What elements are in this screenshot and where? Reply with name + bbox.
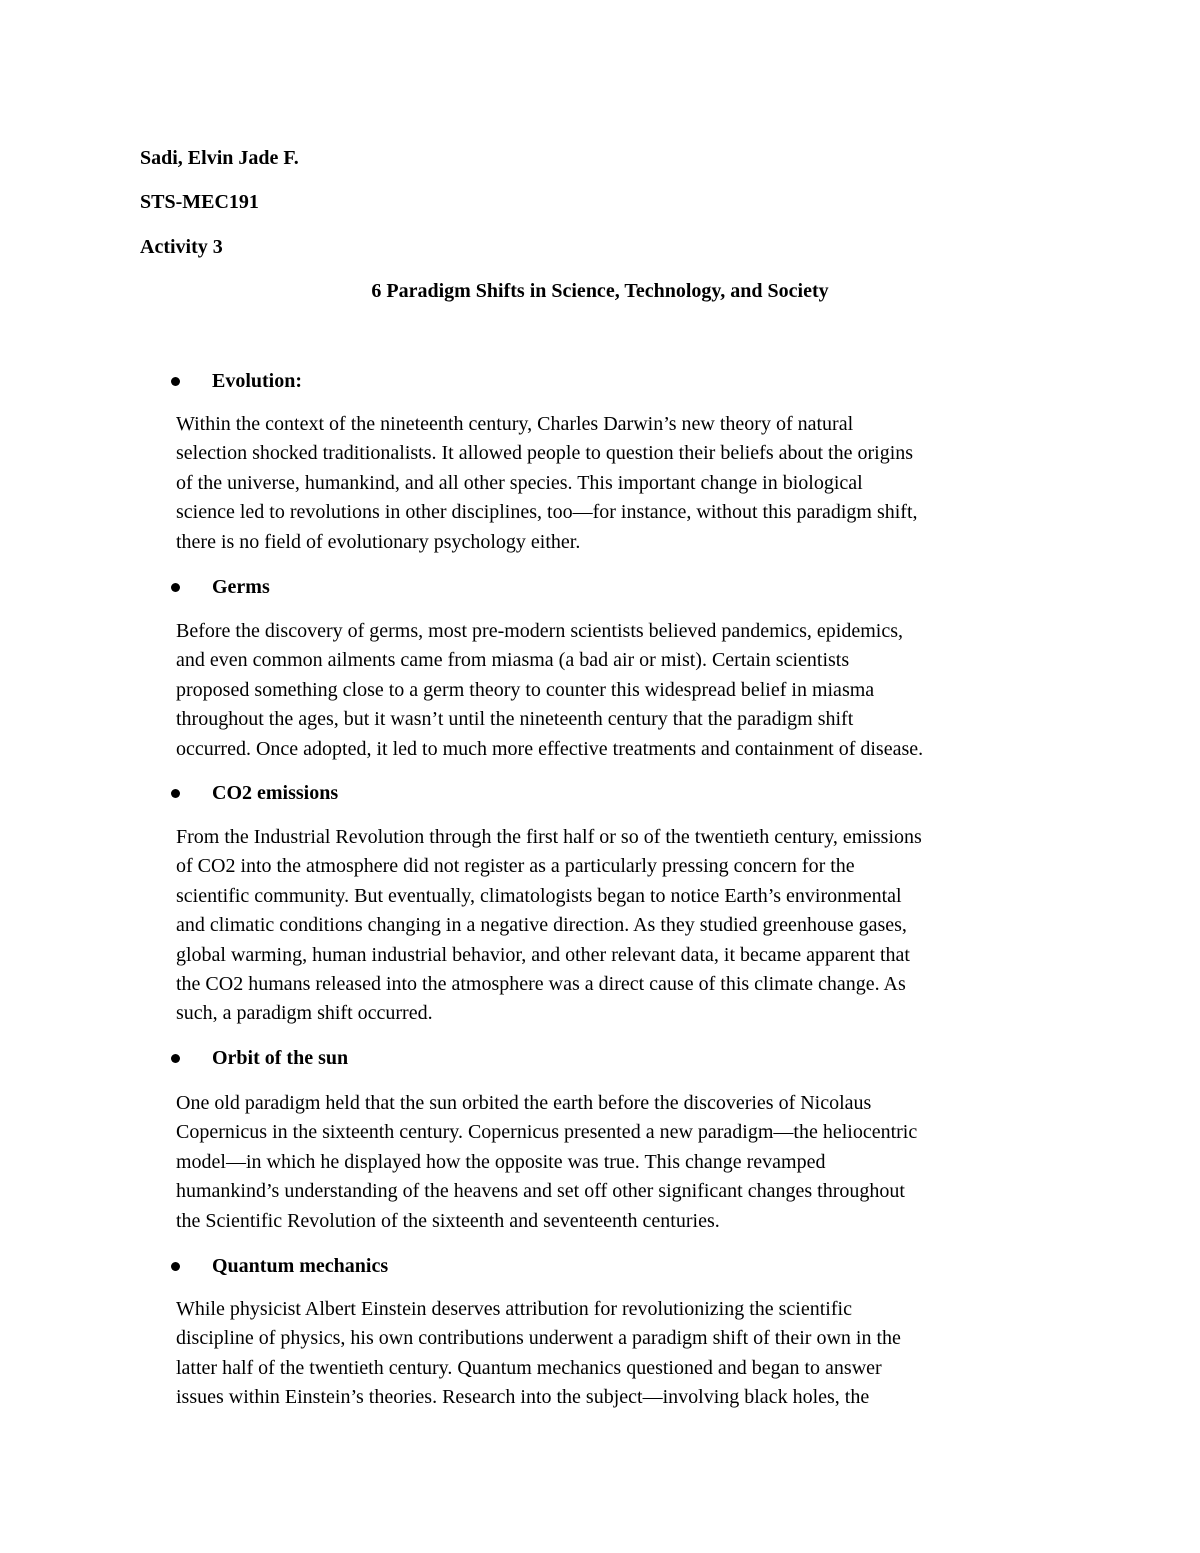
section-paragraph-co2-emissions — [176, 823, 1076, 1029]
paragraph-line: occurred. Once adopted, it led to much more effective treatments and containment of disease. — [176, 737, 924, 760]
course-code: STS-MEC191 — [140, 191, 259, 213]
paragraph-line: Copernicus in the sixteenth century. Copernicus presented a new paradigm—the heliocentric — [176, 1121, 918, 1144]
paragraph-line: One old paradigm held that the sun orbited the earth before the discoveries of Nicolaus — [176, 1092, 872, 1114]
section-heading-text: CO2 emissions — [212, 782, 339, 804]
paragraph-line: throughout the ages, but it wasn’t until the nineteenth century that the paradigm shift — [176, 708, 854, 731]
paragraph-line: such, a paradigm shift occurred. — [176, 1002, 433, 1025]
section-paragraph-evolution — [176, 410, 1076, 557]
paragraph-line: Within the context of the nineteenth century, Charles Darwin’s new theory of natural — [176, 413, 854, 435]
paragraph-line: issues within Einstein’s theories. Research into the subject—involving black holes, the — [176, 1386, 870, 1409]
document-title: 6 Paradigm Shifts in Science, Technology, and Society — [371, 280, 829, 302]
paragraph-line: From the Industrial Revolution through the first half or so of the twentieth century, emissions — [176, 826, 922, 848]
paragraph-line: Before the discovery of germs, most pre-modern scientists believed pandemics, epidemics, — [176, 620, 904, 642]
section-paragraph-orbit-of-the-sun — [176, 1089, 1076, 1236]
bullet-icon — [171, 789, 180, 798]
paragraph-line: and even common ailments came from miasma (a bad air or mist). Certain scientists — [176, 649, 850, 672]
paragraph-line: the CO2 humans released into the atmosphere was a direct cause of this climate change. As — [176, 973, 906, 996]
section-heading-text: Germs — [212, 576, 270, 598]
activity-label: Activity 3 — [140, 236, 223, 258]
paragraph-line: discipline of physics, his own contributions underwent a paradigm shift of their own in the — [176, 1327, 901, 1350]
bullet-icon — [171, 583, 180, 592]
bullet-icon — [171, 1054, 180, 1063]
paragraph-line: of CO2 into the atmosphere did not register as a particularly pressing concern for the — [176, 855, 855, 878]
bullet-icon — [171, 377, 180, 386]
section-heading-text: Orbit of the sun — [212, 1047, 349, 1069]
paragraph-line: of the universe, humankind, and all other species. This important change in biological — [176, 471, 863, 494]
paragraph-line: humankind’s understanding of the heavens and set off other significant changes throughout — [176, 1180, 905, 1203]
paragraph-line: latter half of the twentieth century. Quantum mechanics questioned and began to answer — [176, 1356, 882, 1379]
paragraph-line: global warming, human industrial behavior, and other relevant data, it became apparent that — [176, 943, 910, 966]
paragraph-line: there is no field of evolutionary psychology either. — [176, 530, 581, 553]
paragraph-line: proposed something close to a germ theory to counter this widespread belief in miasma — [176, 678, 875, 701]
paragraph-line: the Scientific Revolution of the sixteenth and seventeenth centuries. — [176, 1209, 720, 1232]
section-paragraph-germs — [176, 617, 1076, 764]
author-name: Sadi, Elvin Jade F. — [140, 147, 299, 169]
paragraph-line: selection shocked traditionalists. It allowed people to question their beliefs about the origins — [176, 442, 914, 465]
paragraph-line: science led to revolutions in other disciplines, too—for instance, without this paradigm shift, — [176, 501, 918, 524]
section-heading-text: Evolution: — [212, 370, 303, 392]
paragraph-line: and climatic conditions changing in a negative direction. As they studied greenhouse gases, — [176, 914, 907, 937]
section-heading-text: Quantum mechanics — [212, 1255, 389, 1277]
bullet-icon — [171, 1262, 180, 1271]
paragraph-line: scientific community. But eventually, climatologists began to notice Earth’s environmental — [176, 884, 902, 907]
paragraph-line: model—in which he displayed how the opposite was true. This change revamped — [176, 1150, 826, 1173]
paragraph-line: While physicist Albert Einstein deserves attribution for revolutionizing the scientific — [176, 1298, 852, 1320]
section-paragraph-quantum-mechanics — [176, 1295, 1076, 1413]
